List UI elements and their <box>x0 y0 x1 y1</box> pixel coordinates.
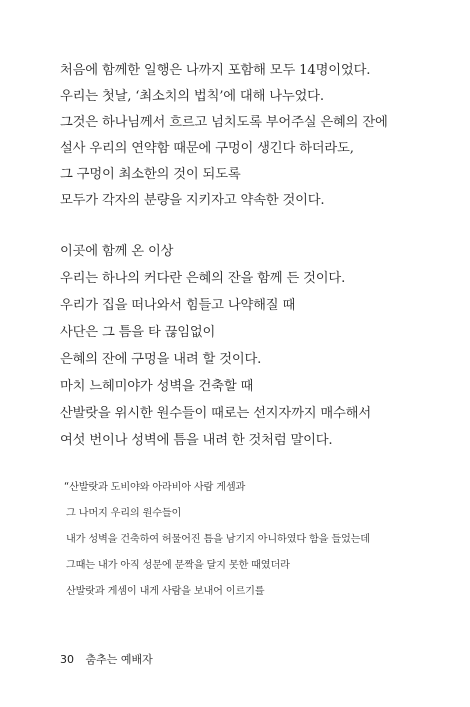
text-line: 설사 우리의 연약함 때문에 구멍이 생긴다 하더라도, <box>60 141 354 156</box>
text-line: 이곳에 함께 온 이상 <box>60 244 174 259</box>
text-line: 처음에 함께한 일행은 나까지 포함해 모두 14명이었다. <box>60 63 371 78</box>
text-line: 우리가 집을 떠나와서 힘들고 나약해질 때 <box>60 298 296 313</box>
quote-line: 내가 성벽을 건축하여 허물어진 틈을 남기지 아니하였다 함을 들었는데 <box>66 534 370 545</box>
quote-line: 산발랏과 게셈이 내게 사람을 보내어 이르기를 <box>66 586 265 597</box>
page-footer <box>60 651 153 667</box>
text-line: 모두가 각자의 분량을 지키자고 약속한 것이다. <box>60 193 325 208</box>
paragraph-1 <box>60 58 455 214</box>
text-line: 우리는 하나의 커다란 은혜의 잔을 함께 든 것이다. <box>60 271 346 286</box>
text-line: 여섯 번이나 성벽에 틈을 내려 한 것처럼 말이다. <box>60 433 333 448</box>
text-line: 그 구멍이 최소한의 것이 되도록 <box>60 167 241 182</box>
text-line: 은혜의 잔에 구멍을 내려 할 것이다. <box>60 352 262 367</box>
page-number: 30 <box>60 653 74 666</box>
quote-line: 그 나머지 우리의 원수들이 <box>66 508 182 519</box>
text-line: 그것은 하나님께서 흐르고 넘치도록 부어주실 은혜의 잔에 <box>60 115 388 130</box>
quote-line: “산발랏과 도비야와 아라비아 사람 게셈과 <box>64 482 246 493</box>
scripture-quote <box>64 475 454 605</box>
text-line: 산발랏을 위시한 원수들이 때로는 선지자까지 매수해서 <box>60 406 371 421</box>
text-line: 우리는 첫날, ‘최소치의 법칙’에 대해 나누었다. <box>60 89 324 104</box>
book-title: 춤추는 예배자 <box>85 653 153 666</box>
paragraph-2 <box>60 238 455 454</box>
quote-line: 그때는 내가 아직 성문에 문짝을 달지 못한 때였더라 <box>66 560 290 571</box>
text-line: 마치 느헤미야가 성벽을 건축할 때 <box>60 379 254 394</box>
text-line: 사단은 그 틈을 타 끊임없이 <box>60 325 216 340</box>
